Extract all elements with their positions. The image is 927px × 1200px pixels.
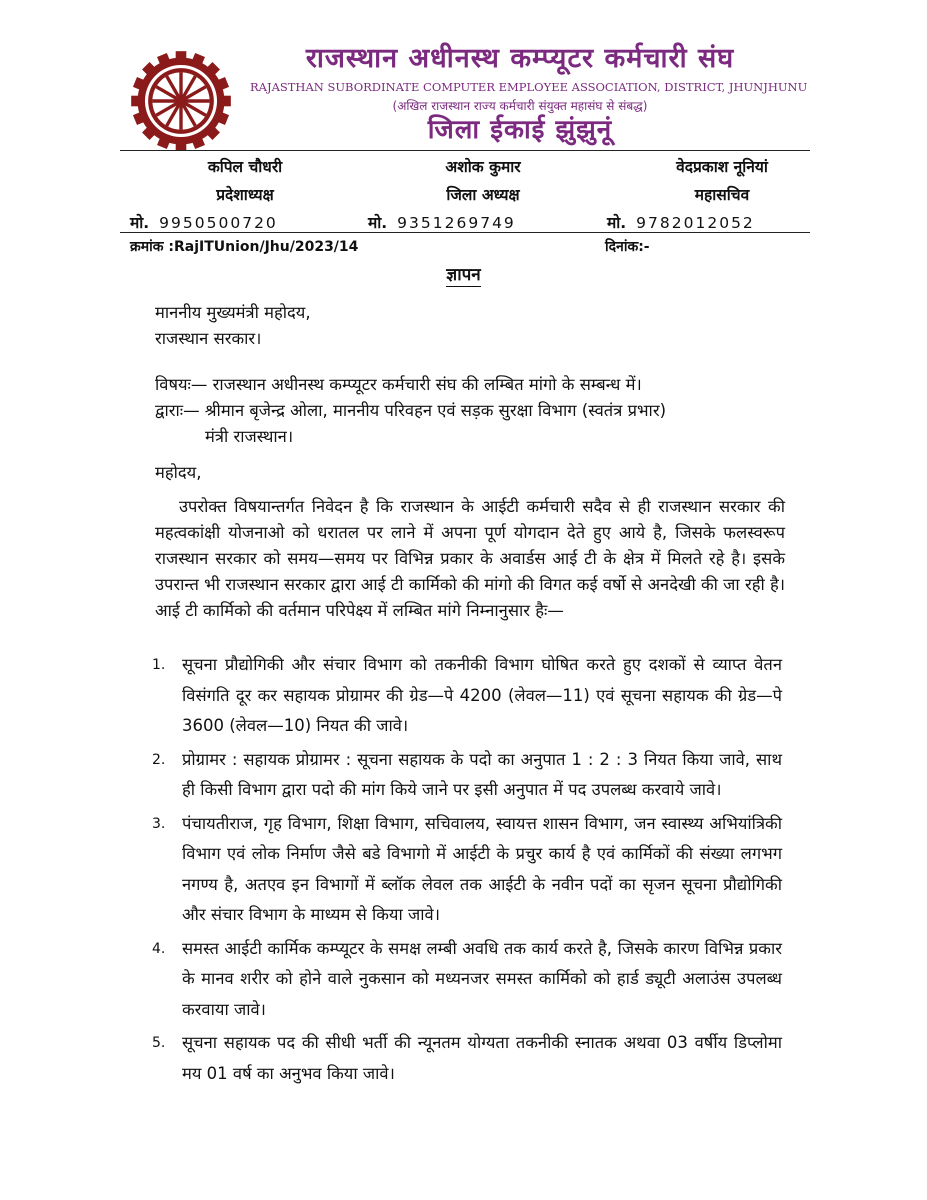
org-name-hindi: राजस्थान अधीनस्थ कम्प्यूटर कर्मचारी संघ <box>305 43 735 74</box>
office-bearer-name: अशोक कुमार <box>445 158 521 176</box>
wheel-hub <box>175 95 188 108</box>
header-divider-bottom <box>120 232 810 233</box>
office-bearer-name: वेदप्रकाश नूनियां <box>676 158 768 176</box>
through-line-cont: मंत्री राजस्थान। <box>205 427 294 446</box>
office-bearer-post: जिला अध्यक्ष <box>446 186 520 204</box>
association-logo <box>128 48 234 154</box>
intro-paragraph: उपरोक्त विषयान्तर्गत निवेदन है कि राजस्थान के आईटी कर्मचारी सदैव से ही राजस्थान सरकार की महत्वकांक्षी योजनाओ को धरातल पर लाने में अपना पूर्ण योगदान देते हुए आये है, जिसके फलस्वरूप राजस्थान सरकार को समय—समय पर विभिन्न प्रकार के अवार्डस आई टी के क्षेत्र में मिलते रहे है। इसके उपरान्त भी राजस्थान सरकार द्वारा आई टी कार्मिको की मांगो की विगत कई वर्षो से अनदेखी की जा रही है। आई टी कार्मिको की वर्तमान परिपेक्ष्य में लम्बित मांगे निम्नानुसार हैः— <box>155 497 785 620</box>
subject-line: विषयः— राजस्थान अधीनस्थ कम्प्यूटर कर्मचारी संघ की लम्बित मांगो के सम्बन्ध में। <box>155 375 642 394</box>
addressee-line: माननीय मुख्यमंत्री महोदय, <box>155 303 311 322</box>
office-bearer-post: महासचिव <box>694 186 750 204</box>
office-bearer-mobile: मो. 9351269749 <box>368 214 516 232</box>
office-bearer-general-secretary <box>607 153 837 237</box>
office-bearer-mobile: मो. 9782012052 <box>607 214 755 232</box>
date-label: दिनांक:- <box>605 239 650 255</box>
reference-line <box>130 237 810 256</box>
org-unit: जिला ईकाई झुंझुनूं <box>427 115 613 145</box>
list-item: 4. समस्त आईटी कार्मिक कम्प्यूटर के समक्ष लम्बी अवधि तक कार्य करते है, जिसके कारण विभिन्न प्रकार के मानव शरीर को होने वाले नुकसान को मध्यनजर समस्त कार्मिको को हार्ड ड्यूटी अलाउंस उपलब्ध करवाया जावे। <box>152 938 782 1019</box>
reference-number: क्रमांक :RajITUnion/Jhu/2023/14 <box>130 239 359 255</box>
list-item: 3. पंचायतीराज, गृह विभाग, शिक्षा विभाग, सचिवालय, स्वायत्त शासन विभाग, जन स्वास्थ्य अभियांत्रिकी विभाग एवं लोक निर्माण जैसे बडे विभागो में आईटी के प्रचुर कार्य है एवं कार्मिकों की संख्या लगभग नगण्य है, अतएव इन विभागों में ब्लॉक लेवल तक आईटी के नवीन पदों का सृजन सूचना प्रौद्योगिकी और संचार विभाग के माध्यम से किया जावे। <box>152 813 782 924</box>
demands-list <box>152 650 782 1092</box>
addressee-line: राजस्थान सरकार। <box>155 329 262 348</box>
org-name-english: RAJASTHAN SUBORDINATE COMPUTER EMPLOYEE ASSOCIATION, DISTRICT, JHUNJHUNU <box>250 80 808 94</box>
office-bearer-mobile: मो. 9950500720 <box>130 214 278 232</box>
office-bearer-district-president <box>368 153 598 237</box>
org-affiliation: (अखिल राजस्थान राज्य कर्मचारी संयुक्त महासंघ से संबद्ध) <box>392 99 648 113</box>
salutation: महोदय, <box>155 463 202 482</box>
office-bearer-name: कपिल चौधरी <box>207 158 283 176</box>
list-item: 1. सूचना प्रौद्योगिकी और संचार विभाग को तकनीकी विभाग घोषित करते हुए दशकों से व्याप्त वेतन विसंगति दूर कर सहायक प्रोग्रामर की ग्रेड—पे 4200 (लेवल—11) एवं सूचना सहायक की ग्रेड—पे 3600 (लेवल—10) नियत की जावे। <box>152 655 782 735</box>
addressee <box>155 300 785 352</box>
list-item: 5. सूचना सहायक पद की सीधी भर्ती की न्यूनतम योग्यता तकनीकी स्नातक अथवा 03 वर्षीय डिप्लोमा मय 01 वर्ष का अनुभव किया जावे। <box>152 1033 782 1083</box>
header-divider-top <box>120 150 810 151</box>
office-bearer-president <box>130 153 360 237</box>
office-bearer-post: प्रदेशाध्यक्ष <box>216 186 274 204</box>
document-title: ज्ञापन <box>446 265 481 285</box>
through-line: द्वाराः— श्रीमान बृजेन्द्र ओला, माननीय परिवहन एवं सड़क सुरक्षा विभाग (स्वतंत्र प्रभार) <box>155 401 667 420</box>
list-item: 2. प्रोग्रामर : सहायक प्रोग्रामर : सूचना सहायक के पदो का अनुपात 1 : 2 : 3 नियत किया जावे, साथ ही किसी विभाग द्वारा पदो की मांग किये जाने पर इसी अनुपात में पद उपलब्ध करवाये जावे। <box>152 749 782 799</box>
subject-block <box>155 372 785 450</box>
